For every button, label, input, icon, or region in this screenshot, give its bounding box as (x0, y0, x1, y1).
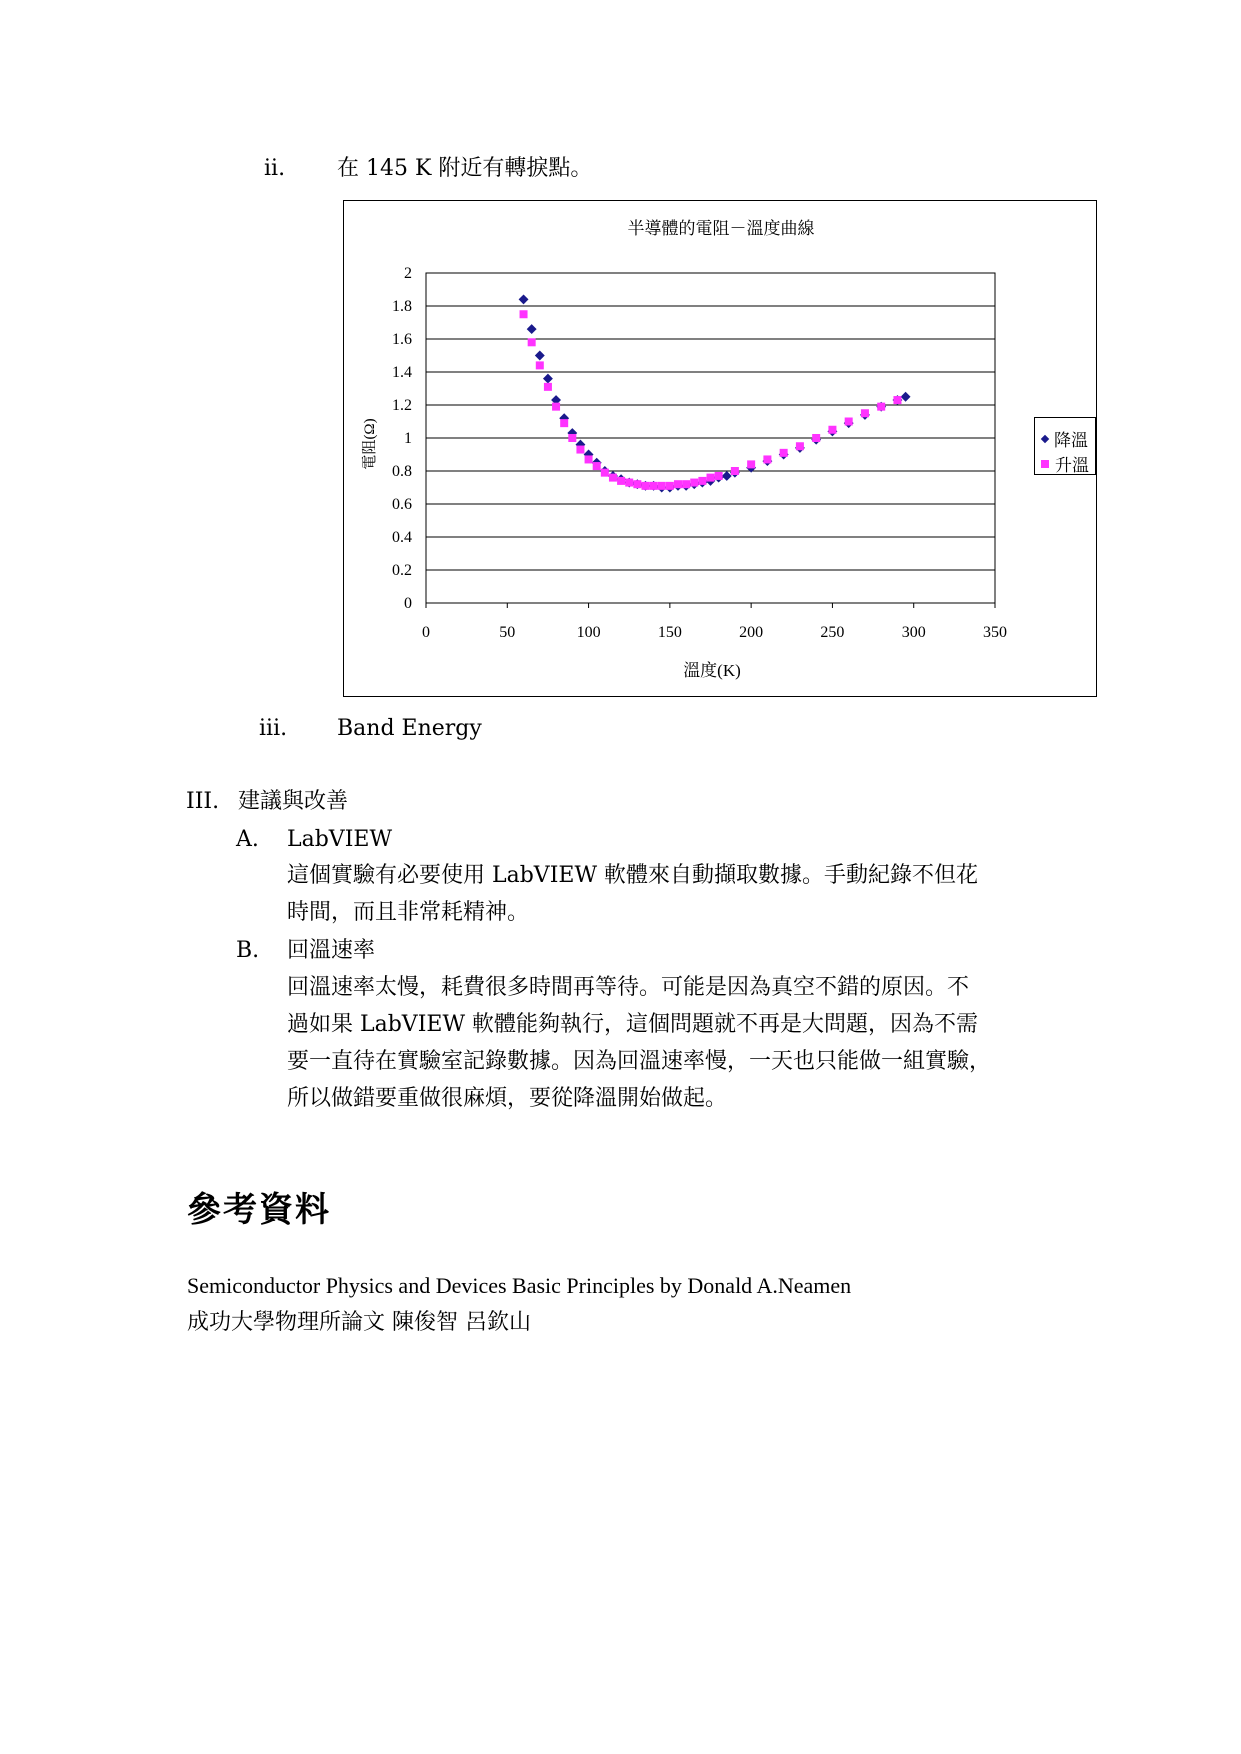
heating-data-point (861, 409, 869, 417)
item-B-line-2: 過如果 LabVIEW 軟體能夠執行，這個問題就不再是大問題，因為不需 (287, 1012, 979, 1037)
x-tick-label: 300 (901, 624, 926, 641)
resistance-temperature-chart (343, 200, 1097, 697)
chart-ylabel: 電阻(Ω) (362, 418, 378, 470)
y-tick-label: 0.6 (392, 496, 412, 513)
chart-xlabel: 溫度(K) (683, 661, 741, 680)
legend-item-cooling (1041, 426, 1088, 451)
legend-label-cooling: 降溫 (1054, 431, 1088, 450)
heating-data-point (536, 361, 544, 369)
heating-data-point (674, 480, 682, 488)
heating-data-point (690, 479, 698, 487)
heating-data-point (576, 446, 584, 454)
item-A-line-1: 這個實驗有必要使用 LabVIEW 軟體來自動擷取數據。手動紀錄不但花 (287, 863, 979, 888)
y-tick-label: 0 (404, 595, 412, 612)
cooling-data-point (527, 324, 537, 334)
section-iii-marker: iii. (259, 716, 288, 741)
section-III-marker: III. (186, 789, 220, 814)
x-tick-label: 350 (983, 624, 1007, 641)
heating-data-point (812, 434, 820, 442)
heating-data-point (552, 403, 560, 411)
item-B-line-3: 要一直待在實驗室記錄數據。因為回溫速率慢，一天也只能做一組實驗， (287, 1049, 992, 1074)
heating-data-point (893, 396, 901, 404)
y-tick-label: 1.4 (392, 364, 412, 381)
x-tick-label: 250 (820, 624, 845, 641)
cooling-data-point (519, 294, 529, 304)
heating-data-point (763, 455, 771, 463)
y-tick-label: 1.8 (392, 298, 412, 315)
item-A-marker: A. (236, 827, 259, 852)
heating-data-point (698, 477, 706, 485)
heating-data-point (780, 449, 788, 457)
heating-data-point (682, 480, 690, 488)
heating-data-point (658, 482, 666, 490)
references-heading: 參考資料 (187, 1190, 331, 1230)
x-tick-label: 200 (739, 624, 764, 641)
heating-data-point (715, 472, 723, 480)
heating-data-point (593, 462, 601, 470)
chart-legend (1034, 417, 1096, 475)
section-ii-marker: ii. (264, 156, 286, 181)
section-III-title: 建議與改善 (238, 789, 349, 814)
item-B-title: 回溫速率 (287, 938, 376, 963)
y-tick-label: 1 (404, 430, 412, 447)
heating-data-point (641, 482, 649, 490)
chart-title: 半導體的電阻－溫度曲線 (627, 219, 815, 238)
heating-data-point (528, 338, 536, 346)
heating-data-point (560, 419, 568, 427)
item-B-line-4: 所以做錯要重做很麻煩，要從降溫開始做起。 (287, 1086, 728, 1111)
reference-line-1: Semiconductor Physics and Devices Basic Principles by Donald A.Neamen (187, 1273, 852, 1298)
item-B-line-1: 回溫速率太慢，耗費很多時間再等待。可能是因為真空不錯的原因。不 (287, 975, 970, 1000)
heating-data-point (666, 482, 674, 490)
heating-data-point (520, 310, 528, 318)
heating-data-point (625, 479, 633, 487)
heating-data-point (633, 480, 641, 488)
heating-data-point (601, 469, 609, 477)
chart-canvas (344, 201, 1098, 698)
y-tick-label: 1.6 (392, 331, 412, 348)
x-tick-label: 150 (657, 624, 682, 641)
y-tick-label: 2 (404, 265, 412, 282)
x-tick-label: 50 (499, 624, 516, 641)
legend-item-heating (1041, 451, 1089, 476)
heating-data-point (609, 474, 617, 482)
heating-data-point (585, 455, 593, 463)
reference-line-2: 成功大學物理所論文 陳俊智 呂欽山 (187, 1310, 531, 1335)
section-iii-text: Band Energy (337, 716, 482, 741)
x-tick-label: 100 (576, 624, 601, 641)
heating-data-point (707, 474, 715, 482)
heating-data-point (747, 460, 755, 468)
heating-data-point (617, 477, 625, 485)
heating-data-point (796, 442, 804, 450)
y-tick-label: 0.4 (392, 529, 412, 546)
item-A-title: LabVIEW (287, 827, 393, 852)
heating-data-point (568, 434, 576, 442)
y-tick-label: 0.8 (392, 463, 412, 480)
heating-data-point (544, 383, 552, 391)
heating-data-point (845, 418, 853, 426)
legend-label-heating: 升溫 (1055, 456, 1089, 475)
y-tick-label: 1.2 (392, 397, 412, 414)
item-A-line-2: 時間，而且非常耗精神。 (287, 900, 530, 925)
x-tick-label: 0 (422, 624, 430, 641)
heating-data-point (650, 482, 658, 490)
cooling-data-point (543, 374, 553, 384)
item-B-marker: B. (236, 938, 260, 963)
section-ii-text: 在 145 K 附近有轉捩點。 (337, 156, 593, 181)
diamond-marker-icon (1041, 434, 1049, 442)
cooling-data-point (535, 351, 545, 361)
heating-data-point (828, 426, 836, 434)
heating-data-point (877, 403, 885, 411)
square-marker-icon (1041, 460, 1049, 468)
y-tick-label: 0.2 (392, 562, 412, 579)
heating-data-point (731, 467, 739, 475)
